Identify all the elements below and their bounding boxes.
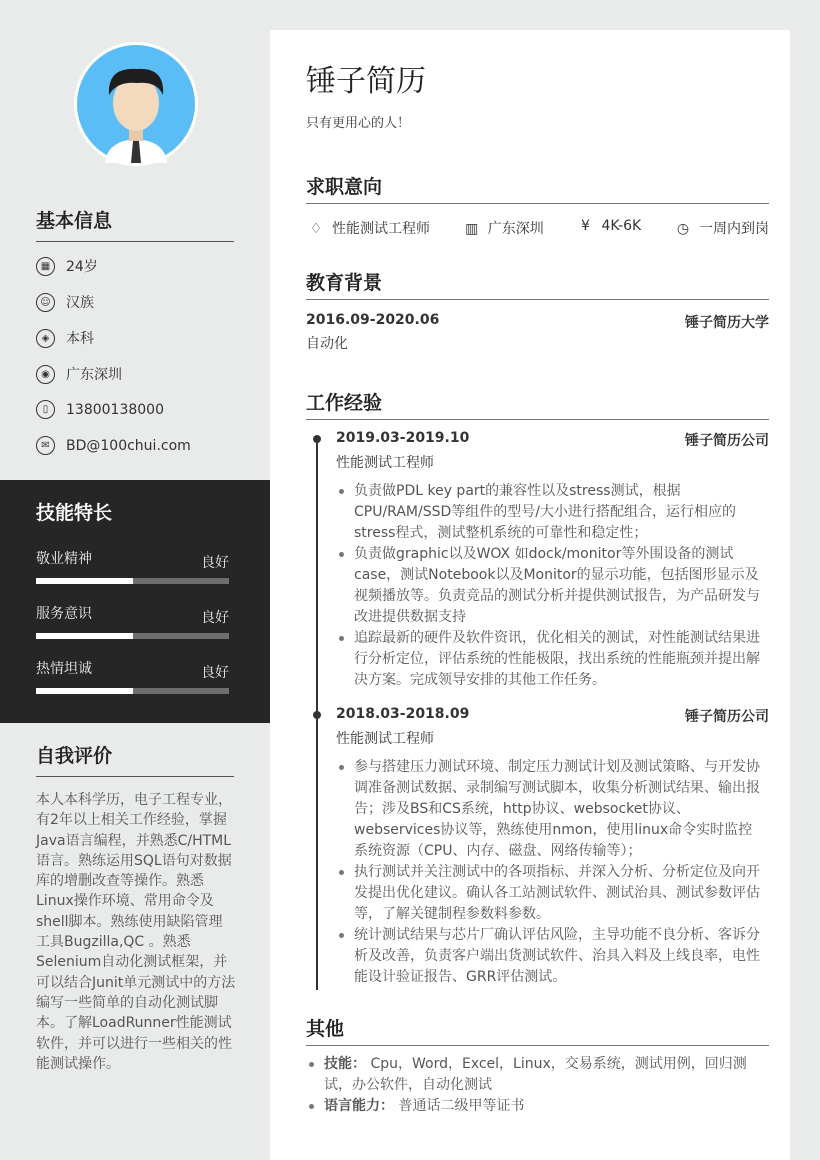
- info-degree: [36, 328, 94, 348]
- motto: 只有更用心的人！: [306, 116, 411, 131]
- info-text: 本科: [66, 331, 94, 347]
- ethnicity-icon: ☺: [36, 293, 55, 312]
- intent-text: 性能测试工程师: [332, 221, 430, 237]
- intent-position: [306, 218, 430, 238]
- info-ethnicity: [36, 292, 94, 312]
- job-bullets: [336, 481, 766, 691]
- intent-text: 广东深圳: [487, 221, 544, 237]
- intent-city: [462, 218, 544, 238]
- job-role: 性能测试工程师: [336, 731, 434, 747]
- graduation-cap-icon: ◈: [36, 329, 55, 348]
- timeline-dot: [313, 435, 321, 443]
- info-text: 汉族: [66, 295, 94, 311]
- skill-name: 服务意识: [36, 606, 92, 622]
- list-item: 负责做graphic以及WOX 如dock/monitor等外围设备的测试case，测试Notebook以及Monitor的显示功能，包括图形显示及视频播放等。负责竞品的测试分析并提供测试报告，为产品研发与改进提供数据支持: [336, 544, 766, 628]
- info-location: [36, 364, 122, 384]
- list-item: 执行测试并关注测试中的各项指标、并深入分析、分析定位及向开发提出优化建议。确认各工站测试软件、测试治具、测试参数评估等，了解关键制程参数料参数。: [336, 862, 766, 925]
- other-text: Cpu，Word，Excel，Linux，交易系统，测试用例，回归测试，办公软件，自动化测试: [324, 1056, 747, 1093]
- yen-icon: ¥: [581, 218, 590, 234]
- job-header: [336, 706, 769, 725]
- clock-icon: ◷: [676, 221, 690, 237]
- skill-item: [36, 548, 229, 571]
- job-company: 锤子简历公司: [685, 433, 769, 449]
- basic-info-title: 基本信息: [36, 206, 234, 242]
- skill-name: 热情坦诚: [36, 661, 92, 677]
- main-panel: [270, 30, 790, 1160]
- intent-row: [306, 218, 769, 238]
- education-row: [306, 312, 769, 331]
- info-text: 广东深圳: [66, 367, 122, 383]
- intent-text: 4K-6K: [601, 218, 642, 234]
- skill-bar-fill: [36, 633, 133, 639]
- info-email: [36, 436, 191, 455]
- other-label: 技能：: [324, 1056, 366, 1072]
- intent-text: 一周内到岗: [698, 221, 769, 237]
- info-phone: [36, 400, 164, 419]
- job-header: [336, 430, 769, 449]
- info-age: [36, 256, 98, 276]
- zigzag-divider: [0, 474, 270, 482]
- intent-salary: [575, 218, 641, 238]
- skills-section: [0, 480, 270, 723]
- other-title: 其他: [306, 1014, 769, 1046]
- education-school: 锤子简历大学: [685, 315, 769, 331]
- calendar-icon: ▦: [36, 257, 55, 276]
- job-period: 2019.03-2019.10: [336, 430, 470, 446]
- list-item: [306, 1096, 769, 1117]
- skill-level: 良好: [201, 555, 229, 571]
- other-list: [306, 1054, 769, 1117]
- mail-icon: ✉: [36, 436, 55, 455]
- page-title: 锤子简历: [306, 64, 426, 99]
- education-period: 2016.09-2020.06: [306, 312, 440, 328]
- info-text: BD@100chui.com: [66, 437, 191, 454]
- skill-bar: [36, 633, 229, 639]
- skill-bar-fill: [36, 688, 133, 694]
- job-role: 性能测试工程师: [336, 455, 434, 471]
- info-text: 13800138000: [66, 401, 164, 418]
- skill-name: 敬业精神: [36, 551, 92, 567]
- intent-availability: [673, 218, 769, 238]
- education-major: 自动化: [306, 336, 348, 352]
- info-text: 24岁: [66, 259, 98, 275]
- work-title: 工作经验: [306, 388, 769, 420]
- timeline-dot: [313, 711, 321, 719]
- other-text: 普通话二级甲等证书: [398, 1098, 525, 1114]
- skill-bar-fill: [36, 578, 133, 584]
- self-eval-title: 自我评价: [36, 741, 234, 777]
- location-pin-icon: ◉: [36, 365, 55, 384]
- skills-title: 技能特长: [36, 502, 113, 524]
- skill-bar: [36, 578, 229, 584]
- skill-item: [36, 658, 229, 681]
- skill-level: 良好: [201, 665, 229, 681]
- other-label: 语言能力：: [324, 1098, 394, 1114]
- skill-level: 良好: [201, 610, 229, 626]
- self-eval-text: 本人本科学历，电子工程专业，有2年以上相关工作经验，掌握Java语言编程，并熟悉C/HTML语言。熟练运用SQL语句对数据库的增删改查等操作。熟悉Linux操作环境、常用命令及shell脚本。熟练使用缺陷管理工具Bugzilla,QC 。熟悉Selenium自动化测试框架，并可以结合Junit单元测试中的方法编写一些简单的自动化测试脚本。了解LoadRunner性能测试软件，并可以进行一些相关的性能测试操作。: [36, 792, 236, 1072]
- list-item: 追踪最新的硬件及软件资讯，优化相关的测试，对性能测试结果进行分析定位，评估系统的性能极限，找出系统的性能瓶颈并提出解决方案。完成领导安排的其他工作任务。: [336, 628, 766, 691]
- list-item: 统计测试结果与芯片厂确认评估风险，主导功能不良分析、客诉分析及改善，负责客户端出货测试软件、治具入料及上线良率，电性能设计验证报告、GRR评估测试。: [336, 925, 766, 988]
- phone-icon: ▯: [36, 400, 55, 419]
- list-item: 参与搭建压力测试环境、制定压力测试计划及测试策略、与开发协调准备测试数据、录制编写测试脚本，收集分析测试结果、输出报告；涉及BS和CS系统，http协议、websocket协议、webservices协议等，熟练使用nmon，使用linux命令实时监控系统资源（CPU、内存、磁盘、网络传输等）；: [336, 757, 766, 862]
- intent-title: 求职意向: [306, 172, 769, 204]
- education-title: 教育背景: [306, 268, 769, 300]
- job-bullets: [336, 757, 766, 988]
- avatar-illustration-icon: [77, 45, 195, 163]
- job-period: 2018.03-2018.09: [336, 706, 470, 722]
- sidebar: [0, 0, 270, 1160]
- list-item: 负责做PDL key part的兼容性以及stress测试，根据CPU/RAM/SSD等组件的型号/大小进行搭配组合，运行相应的stress程式，测试整机系统的可靠性和稳定性；: [336, 481, 766, 544]
- list-item: [306, 1054, 769, 1096]
- job-company: 锤子简历公司: [685, 709, 769, 725]
- skill-bar: [36, 688, 229, 694]
- building-icon: ▥: [465, 221, 479, 237]
- skill-item: [36, 603, 229, 626]
- tie-icon: ♢: [309, 221, 323, 237]
- avatar: [74, 42, 198, 166]
